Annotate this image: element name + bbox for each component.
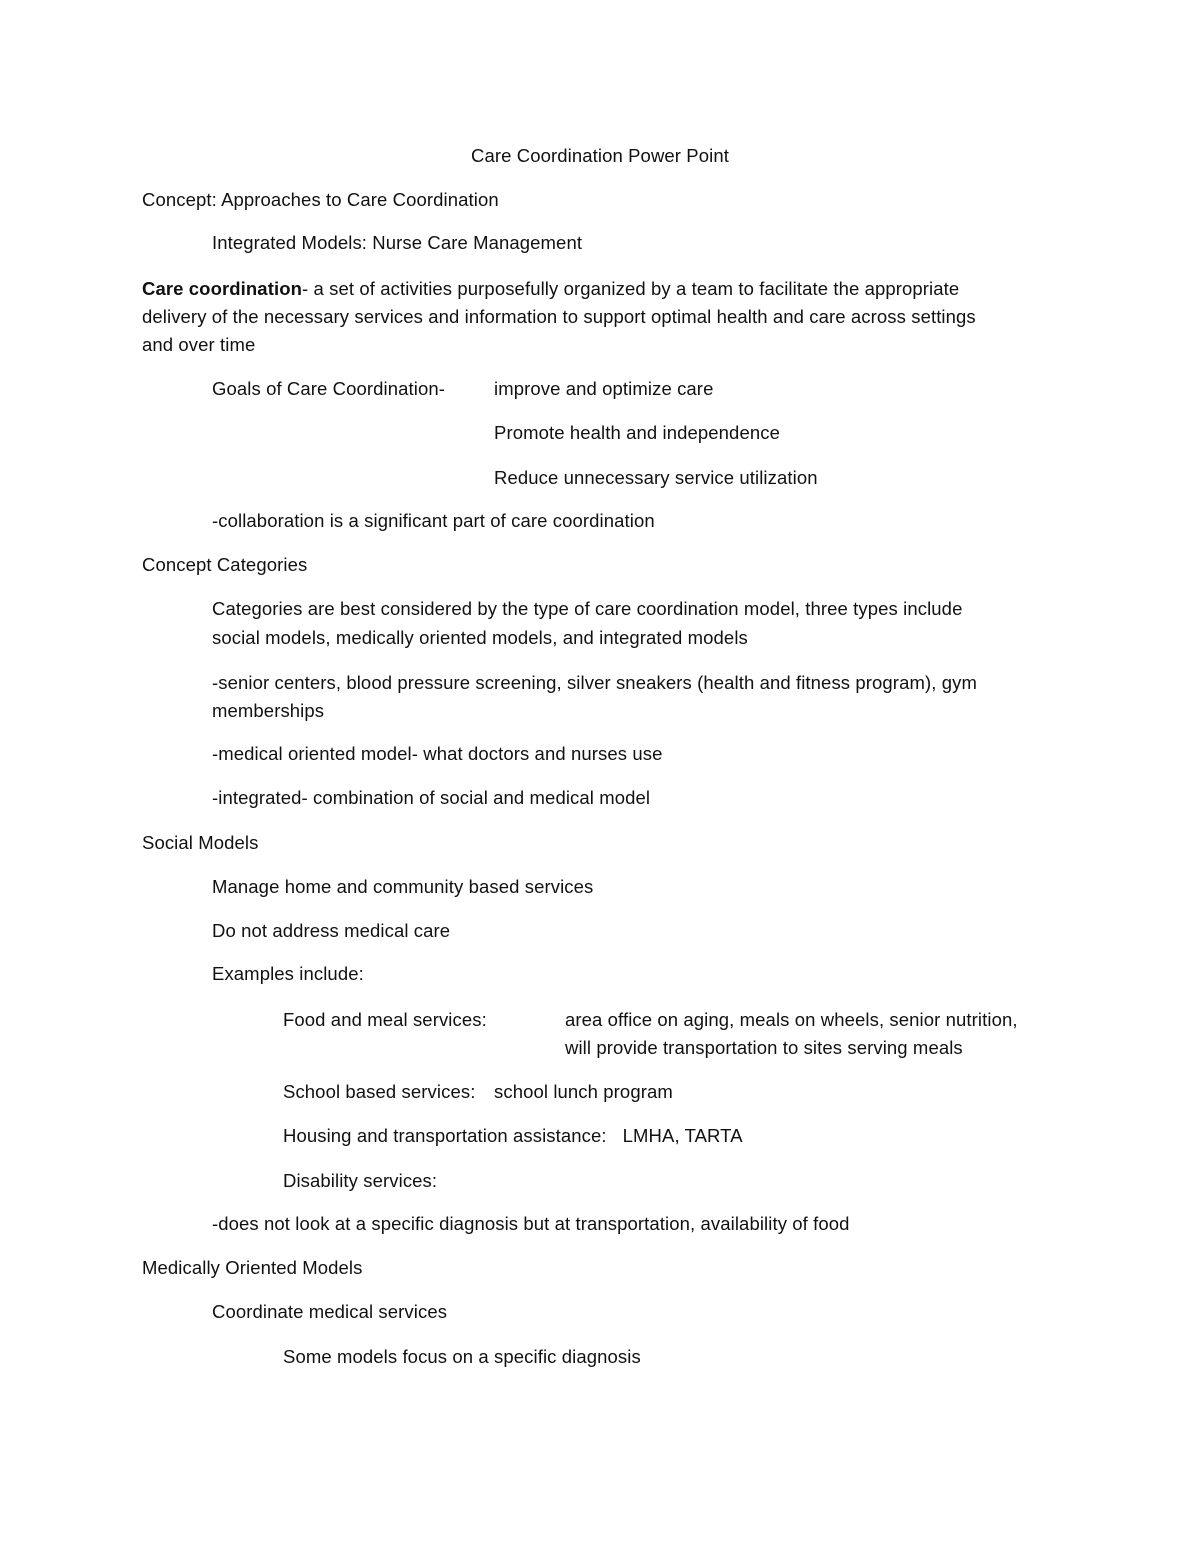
definition-line-3: and over time — [142, 334, 256, 355]
page-title: Care Coordination Power Point — [471, 145, 729, 166]
housing-label-text: Housing and transportation assistance: — [283, 1125, 607, 1146]
food-services-label: Food and meal services: — [283, 1009, 487, 1030]
school-services-label: School based services: — [283, 1081, 476, 1102]
integrated-model-note: -integrated- combination of social and medical model — [212, 787, 651, 808]
examples-para-line-2: memberships — [212, 700, 325, 721]
goals-label: Goals of Care Coordination- — [212, 378, 446, 399]
definition-line-1 — [142, 275, 959, 303]
goal-item: Promote health and independence — [494, 422, 780, 443]
social-model-item: Manage home and community based services — [212, 876, 594, 897]
goal-item: Reduce unnecessary service utilization — [494, 467, 818, 488]
goal-item: improve and optimize care — [494, 378, 714, 399]
concept-categories-heading: Concept Categories — [142, 554, 308, 575]
social-models-heading: Social Models — [142, 832, 259, 853]
food-services-value-line-2: will provide transportation to sites serving meals — [565, 1037, 963, 1058]
categories-para-line-2: social models, medically oriented models, and integrated models — [212, 627, 748, 648]
definition-line-2: delivery of the necessary services and information to support optimal health and care across settings — [142, 306, 976, 327]
housing-value: LMHA, TARTA — [622, 1125, 743, 1146]
examples-para-line-1: -senior centers, blood pressure screening, silver sneakers (health and fitness program), gym — [212, 672, 977, 693]
integrated-models-line: Integrated Models: Nurse Care Management — [212, 232, 583, 253]
social-models-note: -does not look at a specific diagnosis but at transportation, availability of food — [212, 1213, 850, 1234]
medical-model-item: Coordinate medical services — [212, 1301, 448, 1322]
school-services-value: school lunch program — [494, 1081, 673, 1102]
definition-term: Care coordination — [142, 278, 302, 299]
medical-model-subitem: Some models focus on a specific diagnosis — [283, 1346, 641, 1367]
concept-line: Concept: Approaches to Care Coordination — [142, 189, 499, 210]
categories-para-line-1: Categories are best considered by the type of care coordination model, three types include — [212, 598, 963, 619]
social-model-item: Do not address medical care — [212, 920, 451, 941]
definition-text: - a set of activities purposefully organized by a team to facilitate the appropriate — [302, 278, 960, 299]
medical-models-heading: Medically Oriented Models — [142, 1257, 363, 1278]
social-model-item: Examples include: — [212, 963, 364, 984]
disability-services-label: Disability services: — [283, 1170, 438, 1191]
housing-label — [283, 1122, 743, 1150]
collaboration-note: -collaboration is a significant part of care coordination — [212, 510, 655, 531]
food-services-value-line-1: area office on aging, meals on wheels, senior nutrition, — [565, 1009, 1018, 1030]
medical-model-note: -medical oriented model- what doctors and nurses use — [212, 743, 663, 764]
